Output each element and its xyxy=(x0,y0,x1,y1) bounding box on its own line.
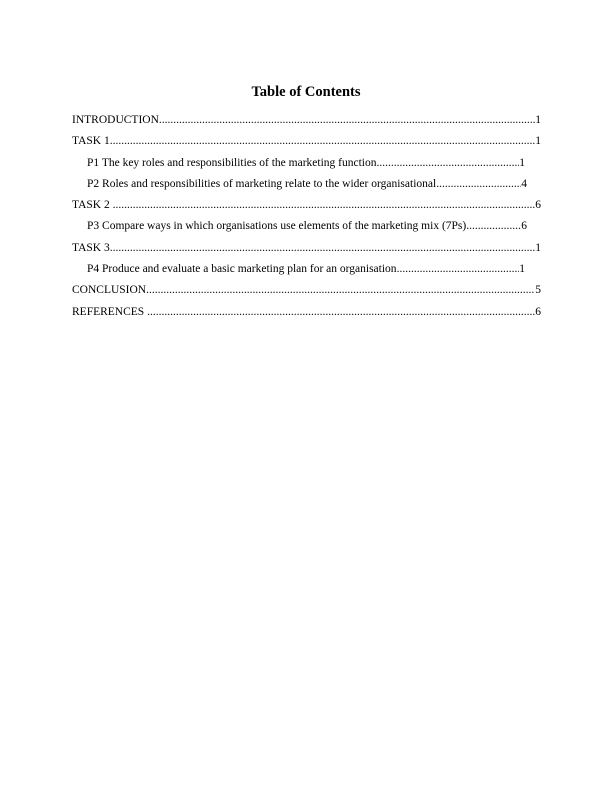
toc-dot-leader xyxy=(397,262,520,277)
toc-entry-label: CONCLUSION xyxy=(72,284,147,297)
toc-title: Table of Contents xyxy=(251,84,361,100)
toc-dot-leader xyxy=(376,156,519,171)
toc-page-number: 5 xyxy=(535,284,541,297)
toc-dot-leader xyxy=(113,198,536,213)
toc-entry-label: P1 The key roles and responsibilities of the marketing function xyxy=(87,156,377,169)
toc-list xyxy=(72,113,541,326)
toc-entry-label: P4 Produce and evaluate a basic marketing plan for an organisation xyxy=(87,263,397,276)
toc-entry-label: TASK 2 xyxy=(72,199,113,212)
toc-dot-leader xyxy=(466,219,521,234)
toc-entry-label: TASK 1 xyxy=(72,135,110,148)
toc-page-number: 1 xyxy=(519,263,525,276)
toc-page-number: 1 xyxy=(535,135,541,148)
toc-entry-label: REFERENCES xyxy=(72,305,148,318)
toc-dot-leader xyxy=(110,241,536,256)
toc-dot-leader xyxy=(436,177,521,192)
toc-page-number: 4 xyxy=(521,177,527,190)
toc-dot-leader xyxy=(159,113,535,128)
toc-entry-label: P3 Compare ways in which organisations use elements of the marketing mix (7Ps) xyxy=(87,220,467,233)
toc-page-number: 1 xyxy=(519,156,525,169)
toc-entry-task-1[interactable] xyxy=(72,134,541,155)
toc-entry-p3[interactable] xyxy=(72,219,541,240)
toc-entry-task-2[interactable] xyxy=(72,198,541,219)
toc-page-number: 6 xyxy=(535,305,541,318)
toc-dot-leader xyxy=(146,283,535,298)
toc-page-number: 6 xyxy=(535,199,541,212)
toc-page-number: 1 xyxy=(535,241,541,254)
toc-page-number: 6 xyxy=(521,220,527,233)
toc-dot-leader xyxy=(147,305,535,320)
toc-entry-task-3[interactable] xyxy=(72,241,541,262)
toc-entry-p1[interactable] xyxy=(72,156,541,177)
toc-entry-p2[interactable] xyxy=(72,177,541,198)
toc-entry-p4[interactable] xyxy=(72,262,541,283)
toc-dot-leader xyxy=(110,134,536,149)
toc-entry-introduction[interactable] xyxy=(72,113,541,134)
toc-entry-label: TASK 3 xyxy=(72,241,110,254)
toc-entry-references[interactable] xyxy=(72,305,541,326)
toc-entry-label: P2 Roles and responsibilities of marketing relate to the wider organisational xyxy=(87,177,437,190)
toc-page-number: 1 xyxy=(535,114,541,126)
toc-entry-label: INTRODUCTION xyxy=(72,114,159,126)
toc-entry-conclusion[interactable] xyxy=(72,283,541,304)
